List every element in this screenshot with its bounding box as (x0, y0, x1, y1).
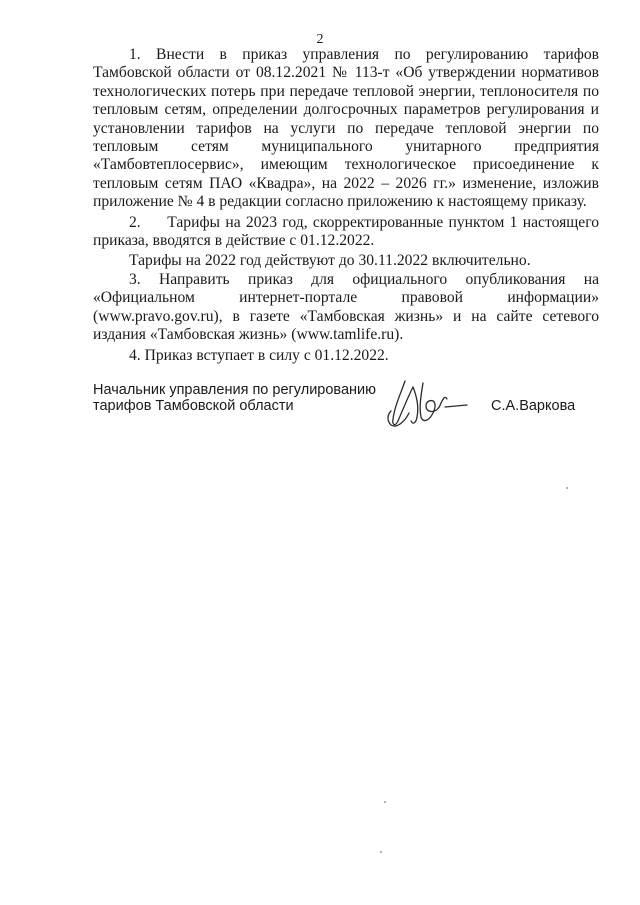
signatory-position (93, 383, 376, 414)
scan-speck (380, 851, 382, 853)
scan-speck (384, 801, 386, 803)
paragraph-item-4: 4. Приказ вступает в силу с 01.12.2022. (129, 346, 389, 364)
handwritten-signature (383, 373, 475, 435)
signatory-position-line-2: тарифов Тамбовской области (93, 397, 294, 414)
scan-speck (566, 487, 568, 489)
order-body (93, 46, 599, 365)
signatory-name: С.А.Варкова (491, 398, 576, 414)
signatory-position-line-1: Начальник управления по регулированию (93, 382, 377, 398)
paragraph-item-2: 2. Тарифы на 2023 год, скорректированные пунктом 1 настоящего приказа, вводятся в действие с 01.12.2022. (93, 213, 599, 250)
paragraph-tariffs-2022: Тарифы на 2022 год действуют до 30.11.2022 включительно. (129, 252, 531, 270)
paragraph-item-3: 3. Направить приказ для официального опубликования на «Официальном интернет-портале правовой информации» (www.pravo.gov.ru), в газете «Тамбовская жизнь» и на сайте сетевого издания «Тамбовская жизнь» (www.tamlife.ru). (93, 270, 599, 344)
paragraph-item-1: 1. Внести в приказ управления по регулированию тарифов Тамбовской области от 08.12.2021 № 113-т «Об утверждении нормативов технологических потерь при передаче тепловой энергии, теплоносителя по тепловым сетям, определении долгосрочных параметров регулирования и установлении тарифов на услуги по передаче тепловой энергии по тепловым сетям муниципального унитарного предприятия «Тамбовтеплосервис», имеющим технологическое присоединение к тепловым сетям ПАО «Квадра», на 2022 – 2026 гг.» изменение, изложив приложение № 4 в редакции согласно приложению к настоящему приказу. (93, 46, 599, 211)
page-number: 2 (316, 32, 324, 47)
